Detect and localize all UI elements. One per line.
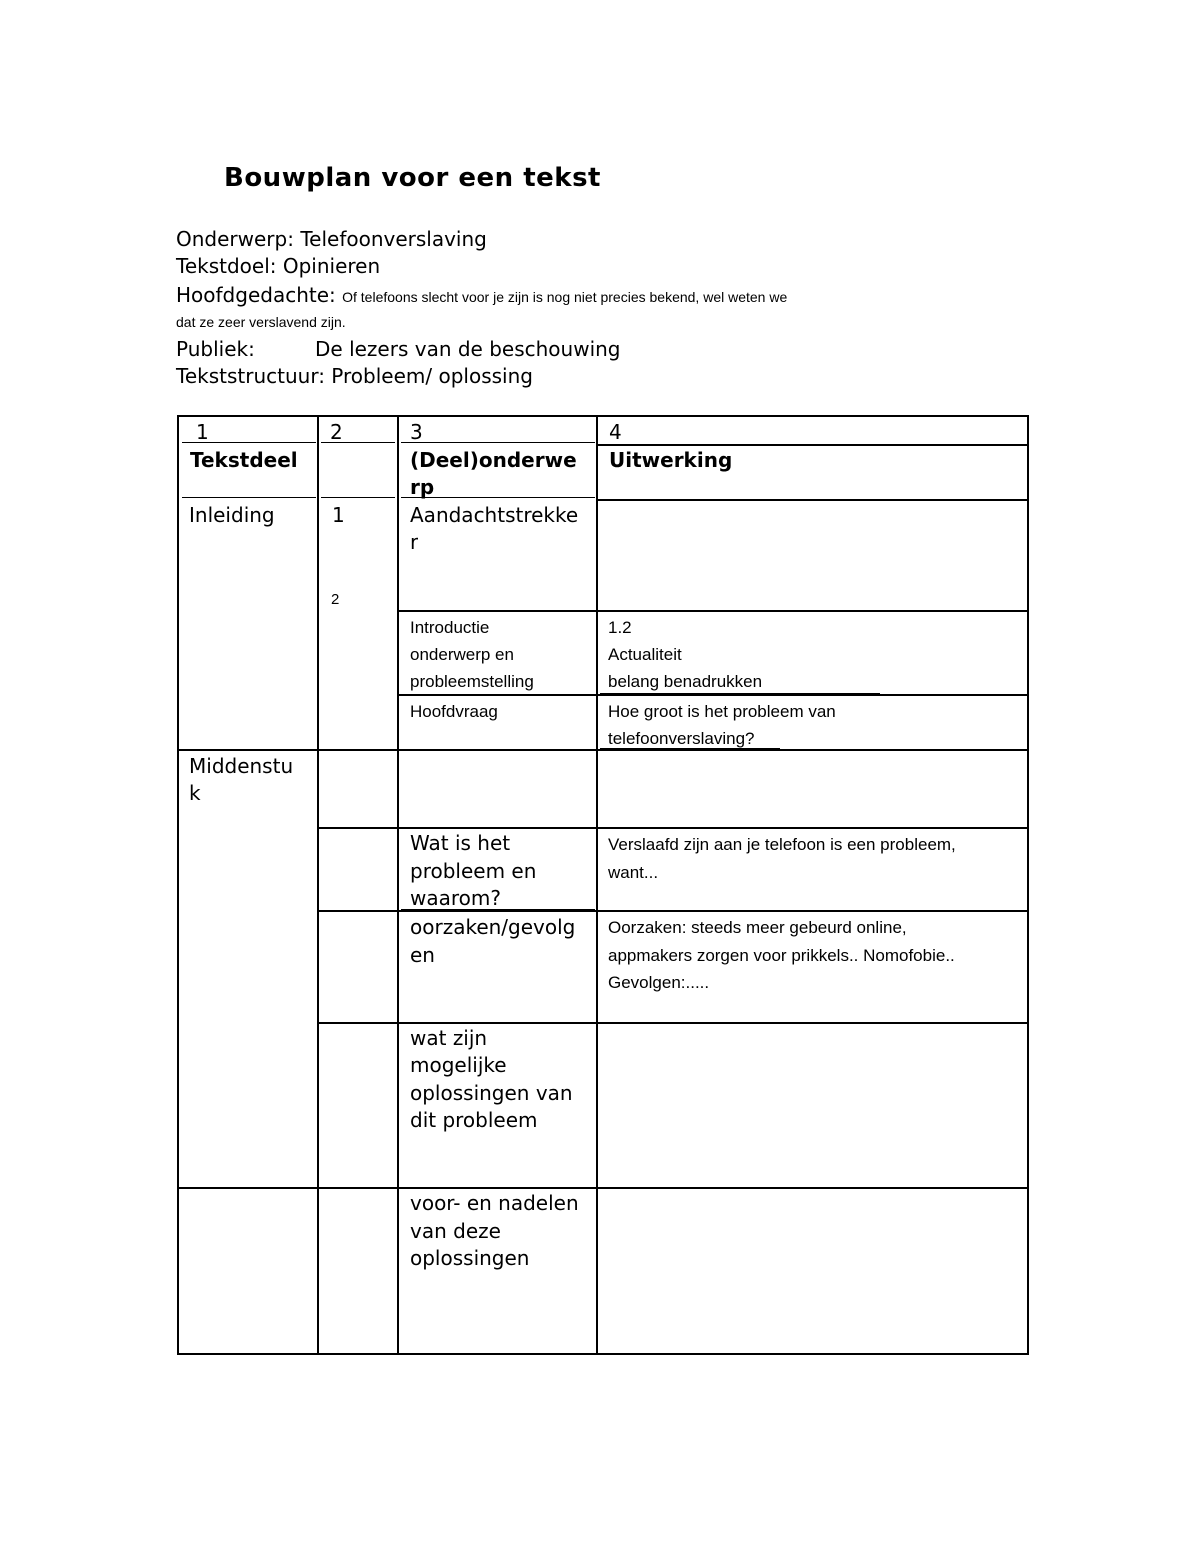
table-border-bottom: [177, 1353, 1029, 1355]
inleiding-number-1: 1: [332, 503, 345, 527]
aandachtstrekker-line2: r: [410, 530, 419, 554]
probleem-line3: waarom?: [410, 886, 501, 910]
tekststructuur-label: Tekststructuur:: [176, 364, 325, 388]
table-border-right: [1027, 415, 1029, 1355]
row-divider-oorzaken: [317, 1022, 1029, 1024]
row-divider-middenstuk-end: [177, 1187, 1029, 1189]
hoofdgedachte-line: [176, 285, 787, 305]
tekststructuur-line: [176, 366, 533, 386]
tekststructuur-value: Probleem/ oplossing: [331, 364, 533, 388]
table-border-top: [177, 415, 1029, 417]
probleem-line1: Wat is het: [410, 831, 511, 855]
hoofdvraag-uitwerking-line2: telefoonverslaving?: [608, 729, 755, 748]
publiek-label: Publiek:: [176, 337, 255, 361]
oorzaken-line1: oorzaken/gevolg: [410, 915, 576, 939]
tekstdoel-value: Opinieren: [282, 254, 381, 278]
onderwerp-value: Telefoonverslaving: [300, 227, 487, 251]
introductie-uitwerking-line1: 1.2: [608, 618, 632, 637]
row-divider-aandacht: [397, 610, 1029, 612]
oorzaken-uitwerking-line3: Gevolgen:.....: [608, 973, 710, 992]
underline-head-col1: [182, 497, 316, 498]
probleem-uitwerking-line1: Verslaafd zijn aan je telefoon is een probleem,: [608, 835, 956, 854]
row-divider-inleiding-end: [177, 749, 1029, 751]
col-number-1: 1: [196, 420, 209, 444]
tekstdoel-line: [176, 256, 380, 276]
header-deelonderwerp-line2: rp: [410, 475, 435, 499]
publiek-line: [176, 339, 621, 359]
col-divider-1: [317, 415, 319, 1355]
oplossingen-line1: wat zijn: [410, 1026, 488, 1050]
underline-num-col3: [401, 442, 595, 443]
hoofdgedachte-continuation: dat ze zeer verslavend zijn.: [176, 314, 346, 330]
middenstuk-label-line2: k: [189, 781, 201, 805]
row-divider-midden-1: [317, 827, 1029, 829]
col-divider-2: [397, 415, 399, 1355]
probleem-line2: probleem en: [410, 859, 537, 883]
oorzaken-line2: en: [410, 943, 435, 967]
inleiding-number-2: 2: [331, 591, 340, 608]
col-number-4: 4: [609, 420, 622, 444]
introductie-line3: probleemstelling: [410, 672, 534, 691]
middenstuk-label-line1: Middenstu: [189, 754, 294, 778]
oplossingen-line3: oplossingen van: [410, 1081, 573, 1105]
introductie-line1: Introductie: [410, 618, 490, 637]
probleem-uitwerking-line2: want...: [608, 863, 659, 882]
oorzaken-uitwerking-line1: Oorzaken: steeds meer gebeurd online,: [608, 918, 907, 937]
introductie-uitwerking-line2: Actualiteit: [608, 645, 682, 664]
table-border-left: [177, 415, 179, 1355]
voornadelen-line3: oplossingen: [410, 1246, 530, 1270]
oplossingen-line2: mogelijke: [410, 1053, 507, 1077]
col-number-3: 3: [410, 420, 423, 444]
tekstdoel-label: Tekstdoel:: [176, 254, 277, 278]
underline-head-col2: [321, 497, 395, 498]
publiek-value: De lezers van de beschouwing: [315, 337, 621, 361]
col-number-2: 2: [330, 420, 343, 444]
aandachtstrekker-line1: Aandachtstrekke: [410, 503, 579, 527]
hoofdgedachte-label: Hoofdgedachte:: [176, 283, 336, 307]
inleiding-label: Inleiding: [189, 503, 275, 527]
hoofdvraag-label: Hoofdvraag: [410, 702, 498, 721]
header-uitwerking: Uitwerking: [609, 448, 733, 472]
introductie-uitwerking-line3: belang benadrukken: [608, 672, 763, 691]
introductie-line2: onderwerp en: [410, 645, 514, 664]
oorzaken-uitwerking-line2: appmakers zorgen voor prikkels.. Nomofobie..: [608, 946, 955, 965]
page-title: Bouwplan voor een tekst: [224, 163, 601, 193]
hoofdgedachte-value: Of telefoons slecht voor je zijn is nog niet precies bekend, wel weten we: [342, 289, 788, 305]
onderwerp-line: [176, 229, 487, 249]
row-divider-numbers: [596, 444, 1029, 446]
row-divider-header: [596, 499, 1029, 501]
header-deelonderwerp-line1: (Deel)onderwe: [410, 448, 577, 472]
col-divider-3: [596, 415, 598, 1355]
voornadelen-line1: voor- en nadelen: [410, 1191, 579, 1215]
onderwerp-label: Onderwerp:: [176, 227, 294, 251]
voornadelen-line2: van deze: [410, 1219, 501, 1243]
header-tekstdeel: Tekstdeel: [190, 448, 298, 472]
hoofdvraag-uitwerking-line1: Hoe groot is het probleem van: [608, 702, 836, 721]
oplossingen-line4: dit probleem: [410, 1108, 538, 1132]
